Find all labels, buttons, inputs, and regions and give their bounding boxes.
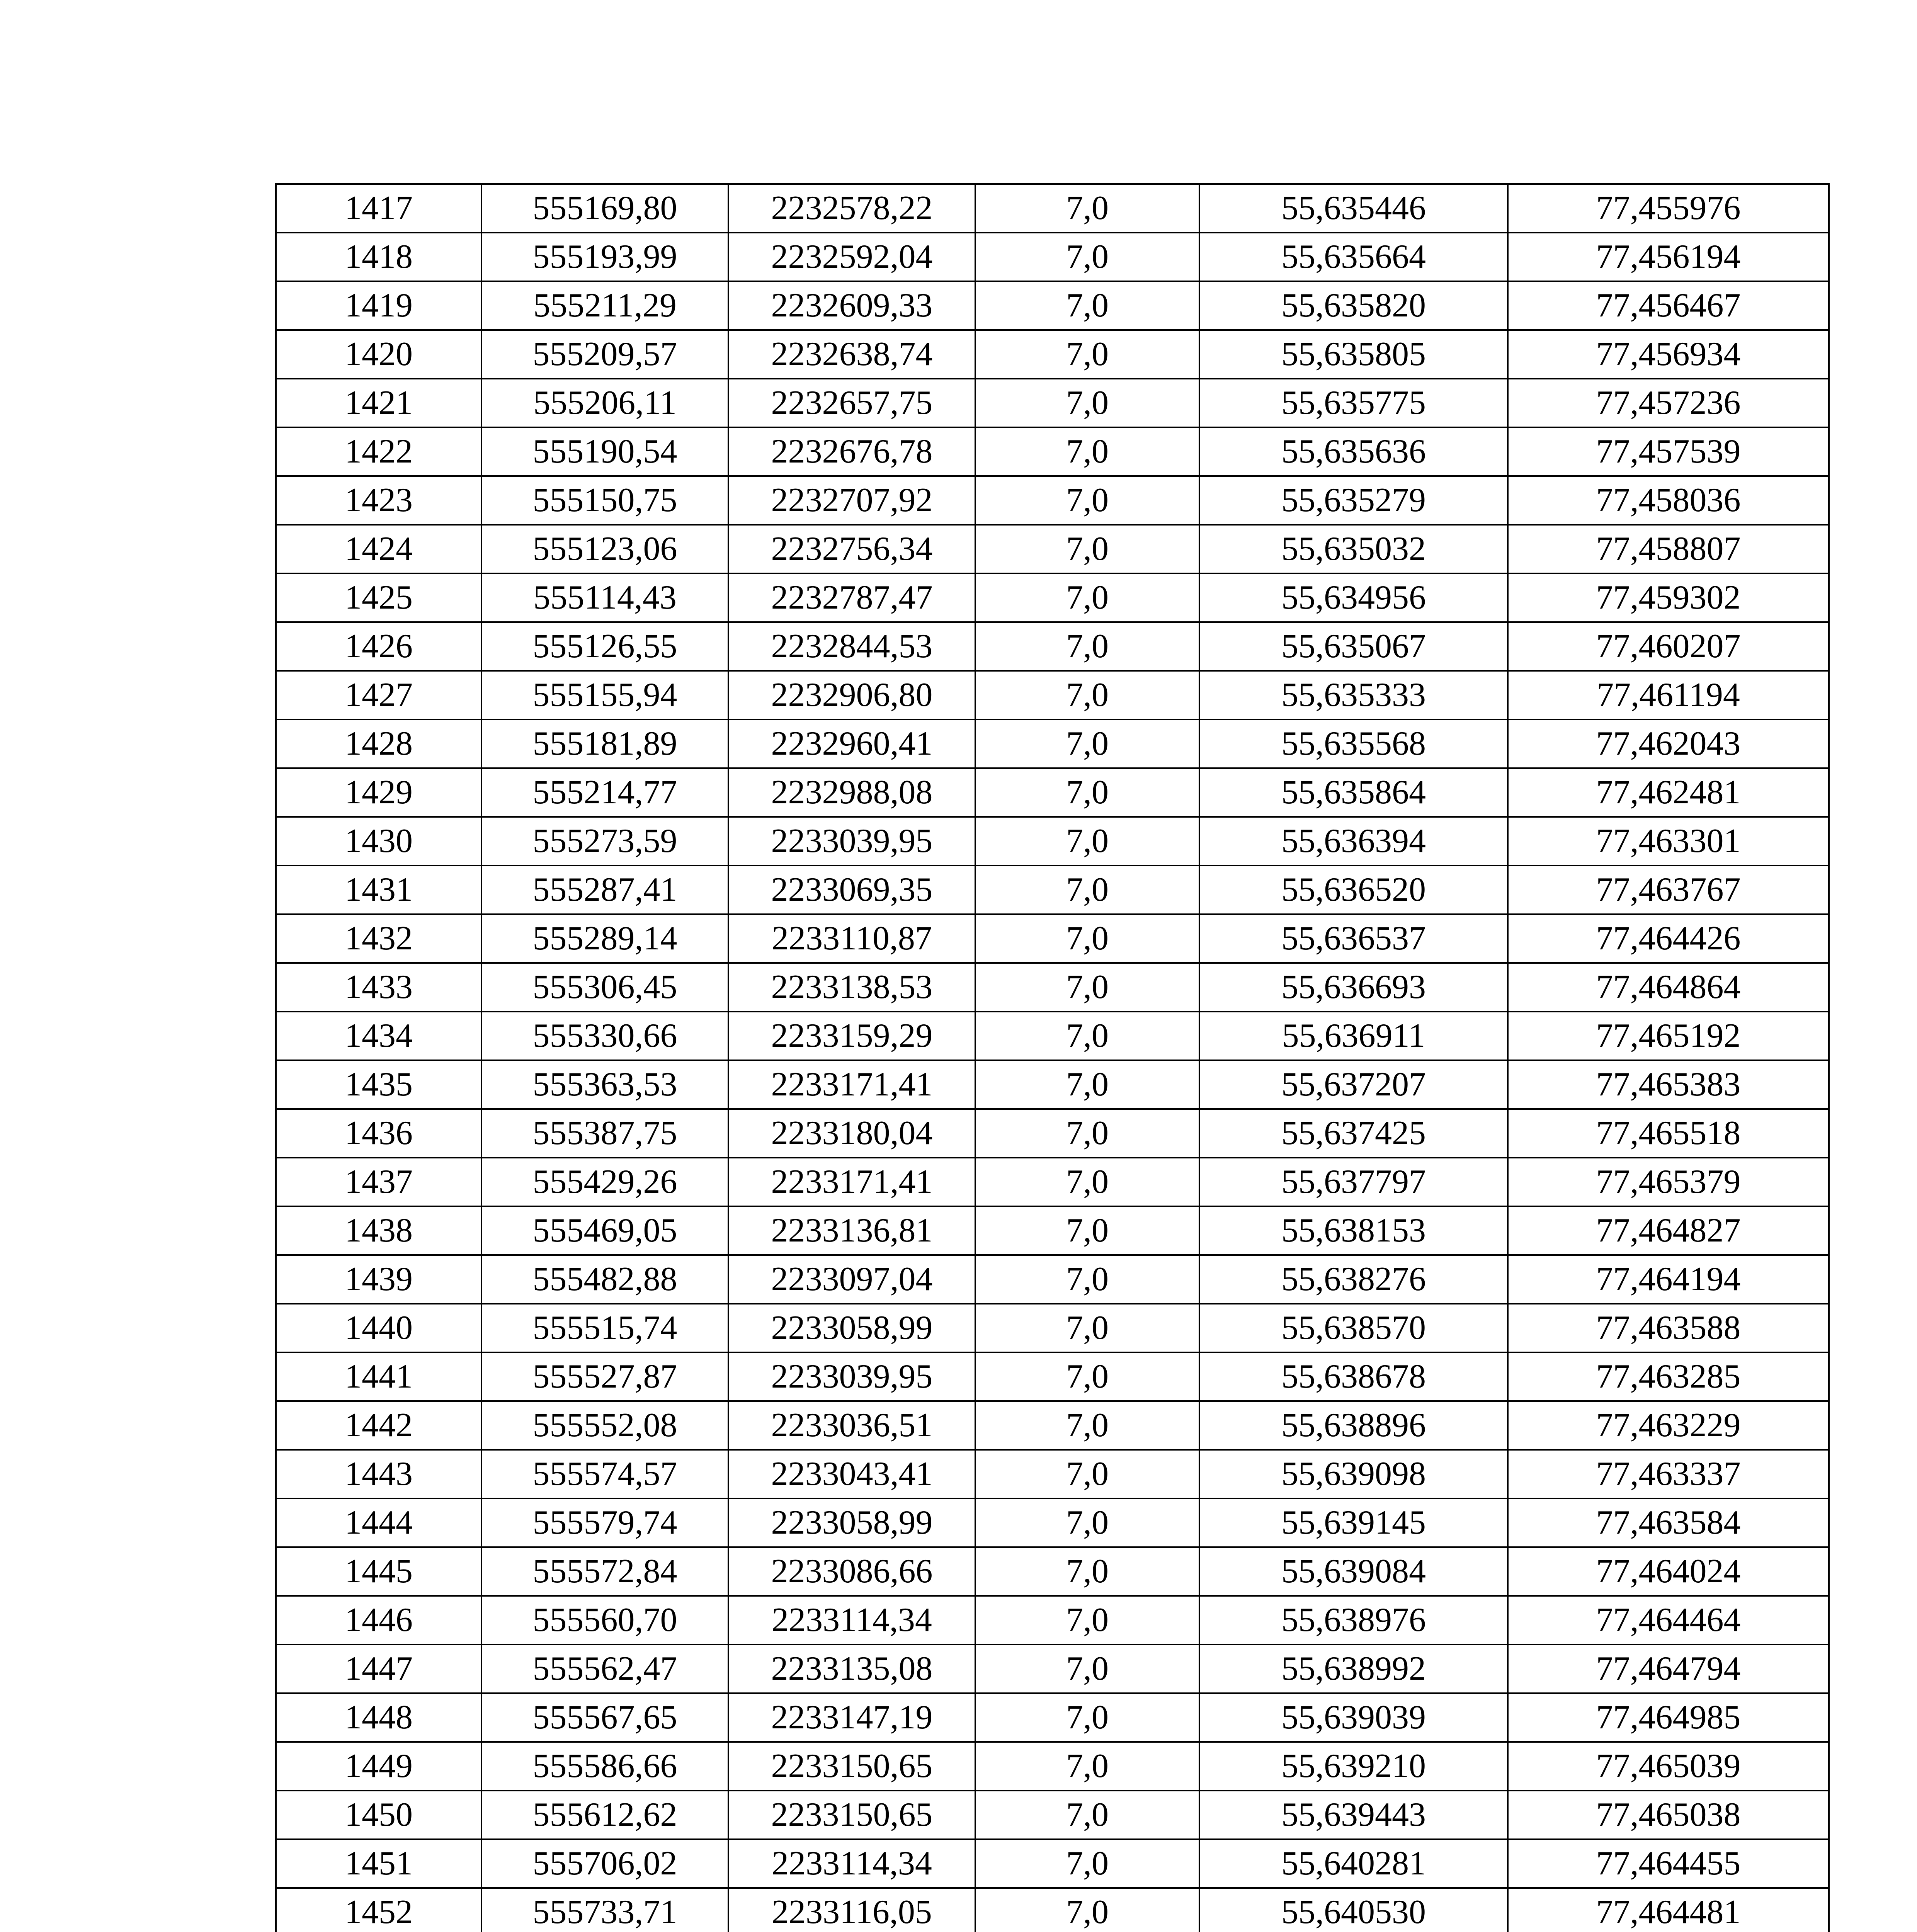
value-cell: 7,0 <box>975 1060 1199 1109</box>
value-cell: 7,0 <box>975 671 1199 719</box>
point-number-cell: 1449 <box>276 1742 481 1791</box>
x-coordinate-cell: 555155,94 <box>481 671 728 719</box>
value-cell: 7,0 <box>975 427 1199 476</box>
value-cell: 7,0 <box>975 1596 1199 1645</box>
point-number-cell: 1438 <box>276 1206 481 1255</box>
table-row <box>276 1206 1829 1255</box>
latitude-cell: 55,638678 <box>1199 1352 1508 1401</box>
x-coordinate-cell: 555429,26 <box>481 1158 728 1206</box>
point-number-cell: 1431 <box>276 866 481 914</box>
y-coordinate-cell: 2232638,74 <box>728 330 975 379</box>
table-row <box>276 1450 1829 1498</box>
point-number-cell: 1446 <box>276 1596 481 1645</box>
y-coordinate-cell: 2232657,75 <box>728 379 975 427</box>
table-row <box>276 1352 1829 1401</box>
table-row <box>276 1109 1829 1158</box>
table-row <box>276 1012 1829 1060</box>
x-coordinate-cell: 555562,47 <box>481 1645 728 1693</box>
longitude-cell: 77,464426 <box>1508 914 1829 963</box>
point-number-cell: 1447 <box>276 1645 481 1693</box>
longitude-cell: 77,456467 <box>1508 281 1829 330</box>
point-number-cell: 1420 <box>276 330 481 379</box>
point-number-cell: 1440 <box>276 1304 481 1352</box>
longitude-cell: 77,463229 <box>1508 1401 1829 1450</box>
x-coordinate-cell: 555552,08 <box>481 1401 728 1450</box>
longitude-cell: 77,463301 <box>1508 817 1829 866</box>
table-row <box>276 525 1829 573</box>
point-number-cell: 1439 <box>276 1255 481 1304</box>
y-coordinate-cell: 2232609,33 <box>728 281 975 330</box>
point-number-cell: 1427 <box>276 671 481 719</box>
x-coordinate-cell: 555193,99 <box>481 233 728 281</box>
value-cell: 7,0 <box>975 963 1199 1012</box>
x-coordinate-cell: 555387,75 <box>481 1109 728 1158</box>
value-cell: 7,0 <box>975 1158 1199 1206</box>
table-row <box>276 1547 1829 1596</box>
table-row <box>276 330 1829 379</box>
point-number-cell: 1424 <box>276 525 481 573</box>
x-coordinate-cell: 555560,70 <box>481 1596 728 1645</box>
longitude-cell: 77,464827 <box>1508 1206 1829 1255</box>
latitude-cell: 55,635333 <box>1199 671 1508 719</box>
point-number-cell: 1435 <box>276 1060 481 1109</box>
longitude-cell: 77,464481 <box>1508 1888 1829 1932</box>
latitude-cell: 55,638153 <box>1199 1206 1508 1255</box>
longitude-cell: 77,456194 <box>1508 233 1829 281</box>
y-coordinate-cell: 2233058,99 <box>728 1498 975 1547</box>
value-cell: 7,0 <box>975 1401 1199 1450</box>
point-number-cell: 1425 <box>276 573 481 622</box>
longitude-cell: 77,463337 <box>1508 1450 1829 1498</box>
x-coordinate-cell: 555586,66 <box>481 1742 728 1791</box>
coordinate-table-body <box>276 184 1829 1932</box>
x-coordinate-cell: 555150,75 <box>481 476 728 525</box>
y-coordinate-cell: 2233135,08 <box>728 1645 975 1693</box>
value-cell: 7,0 <box>975 330 1199 379</box>
latitude-cell: 55,636394 <box>1199 817 1508 866</box>
y-coordinate-cell: 2233043,41 <box>728 1450 975 1498</box>
point-number-cell: 1451 <box>276 1839 481 1888</box>
point-number-cell: 1437 <box>276 1158 481 1206</box>
latitude-cell: 55,635775 <box>1199 379 1508 427</box>
latitude-cell: 55,635636 <box>1199 427 1508 476</box>
value-cell: 7,0 <box>975 1498 1199 1547</box>
table-row <box>276 1791 1829 1839</box>
table-row <box>276 963 1829 1012</box>
y-coordinate-cell: 2233086,66 <box>728 1547 975 1596</box>
x-coordinate-cell: 555114,43 <box>481 573 728 622</box>
x-coordinate-cell: 555527,87 <box>481 1352 728 1401</box>
point-number-cell: 1443 <box>276 1450 481 1498</box>
value-cell: 7,0 <box>975 1255 1199 1304</box>
table-row <box>276 817 1829 866</box>
latitude-cell: 55,635864 <box>1199 768 1508 817</box>
coordinate-table <box>275 183 1830 1932</box>
latitude-cell: 55,639039 <box>1199 1693 1508 1742</box>
value-cell: 7,0 <box>975 1109 1199 1158</box>
latitude-cell: 55,635446 <box>1199 184 1508 233</box>
longitude-cell: 77,462043 <box>1508 719 1829 768</box>
value-cell: 7,0 <box>975 525 1199 573</box>
longitude-cell: 77,465038 <box>1508 1791 1829 1839</box>
latitude-cell: 55,635568 <box>1199 719 1508 768</box>
y-coordinate-cell: 2233150,65 <box>728 1791 975 1839</box>
y-coordinate-cell: 2233114,34 <box>728 1839 975 1888</box>
longitude-cell: 77,465192 <box>1508 1012 1829 1060</box>
point-number-cell: 1423 <box>276 476 481 525</box>
longitude-cell: 77,461194 <box>1508 671 1829 719</box>
y-coordinate-cell: 2233069,35 <box>728 866 975 914</box>
latitude-cell: 55,637207 <box>1199 1060 1508 1109</box>
value-cell: 7,0 <box>975 1547 1199 1596</box>
value-cell: 7,0 <box>975 1012 1199 1060</box>
y-coordinate-cell: 2233136,81 <box>728 1206 975 1255</box>
latitude-cell: 55,640281 <box>1199 1839 1508 1888</box>
table-row <box>276 1401 1829 1450</box>
x-coordinate-cell: 555126,55 <box>481 622 728 671</box>
latitude-cell: 55,637797 <box>1199 1158 1508 1206</box>
value-cell: 7,0 <box>975 1352 1199 1401</box>
point-number-cell: 1441 <box>276 1352 481 1401</box>
table-row <box>276 476 1829 525</box>
point-number-cell: 1426 <box>276 622 481 671</box>
table-row <box>276 914 1829 963</box>
longitude-cell: 77,464794 <box>1508 1645 1829 1693</box>
value-cell: 7,0 <box>975 622 1199 671</box>
x-coordinate-cell: 555169,80 <box>481 184 728 233</box>
x-coordinate-cell: 555363,53 <box>481 1060 728 1109</box>
value-cell: 7,0 <box>975 233 1199 281</box>
latitude-cell: 55,635032 <box>1199 525 1508 573</box>
point-number-cell: 1433 <box>276 963 481 1012</box>
point-number-cell: 1421 <box>276 379 481 427</box>
value-cell: 7,0 <box>975 1450 1199 1498</box>
longitude-cell: 77,465383 <box>1508 1060 1829 1109</box>
table-row <box>276 1742 1829 1791</box>
value-cell: 7,0 <box>975 1304 1199 1352</box>
x-coordinate-cell: 555612,62 <box>481 1791 728 1839</box>
point-number-cell: 1434 <box>276 1012 481 1060</box>
longitude-cell: 77,464464 <box>1508 1596 1829 1645</box>
point-number-cell: 1452 <box>276 1888 481 1932</box>
latitude-cell: 55,636911 <box>1199 1012 1508 1060</box>
latitude-cell: 55,638276 <box>1199 1255 1508 1304</box>
x-coordinate-cell: 555469,05 <box>481 1206 728 1255</box>
x-coordinate-cell: 555482,88 <box>481 1255 728 1304</box>
value-cell: 7,0 <box>975 1888 1199 1932</box>
point-number-cell: 1432 <box>276 914 481 963</box>
y-coordinate-cell: 2233180,04 <box>728 1109 975 1158</box>
table-row <box>276 866 1829 914</box>
value-cell: 7,0 <box>975 719 1199 768</box>
y-coordinate-cell: 2233150,65 <box>728 1742 975 1791</box>
longitude-cell: 77,465379 <box>1508 1158 1829 1206</box>
point-number-cell: 1430 <box>276 817 481 866</box>
longitude-cell: 77,465039 <box>1508 1742 1829 1791</box>
x-coordinate-cell: 555289,14 <box>481 914 728 963</box>
y-coordinate-cell: 2233159,29 <box>728 1012 975 1060</box>
latitude-cell: 55,639084 <box>1199 1547 1508 1596</box>
y-coordinate-cell: 2233171,41 <box>728 1158 975 1206</box>
latitude-cell: 55,635279 <box>1199 476 1508 525</box>
longitude-cell: 77,464024 <box>1508 1547 1829 1596</box>
x-coordinate-cell: 555579,74 <box>481 1498 728 1547</box>
table-row <box>276 1158 1829 1206</box>
longitude-cell: 77,456934 <box>1508 330 1829 379</box>
value-cell: 7,0 <box>975 1839 1199 1888</box>
latitude-cell: 55,638992 <box>1199 1645 1508 1693</box>
point-number-cell: 1450 <box>276 1791 481 1839</box>
x-coordinate-cell: 555306,45 <box>481 963 728 1012</box>
y-coordinate-cell: 2233171,41 <box>728 1060 975 1109</box>
latitude-cell: 55,638570 <box>1199 1304 1508 1352</box>
latitude-cell: 55,639210 <box>1199 1742 1508 1791</box>
point-number-cell: 1448 <box>276 1693 481 1742</box>
latitude-cell: 55,638896 <box>1199 1401 1508 1450</box>
longitude-cell: 77,457539 <box>1508 427 1829 476</box>
latitude-cell: 55,634956 <box>1199 573 1508 622</box>
y-coordinate-cell: 2232707,92 <box>728 476 975 525</box>
point-number-cell: 1444 <box>276 1498 481 1547</box>
longitude-cell: 77,458807 <box>1508 525 1829 573</box>
table-row <box>276 1839 1829 1888</box>
y-coordinate-cell: 2232676,78 <box>728 427 975 476</box>
latitude-cell: 55,636520 <box>1199 866 1508 914</box>
table-row <box>276 768 1829 817</box>
table-row <box>276 1060 1829 1109</box>
table-row <box>276 573 1829 622</box>
latitude-cell: 55,635820 <box>1199 281 1508 330</box>
latitude-cell: 55,639145 <box>1199 1498 1508 1547</box>
y-coordinate-cell: 2233036,51 <box>728 1401 975 1450</box>
point-number-cell: 1436 <box>276 1109 481 1158</box>
longitude-cell: 77,463588 <box>1508 1304 1829 1352</box>
point-number-cell: 1417 <box>276 184 481 233</box>
x-coordinate-cell: 555733,71 <box>481 1888 728 1932</box>
y-coordinate-cell: 2233039,95 <box>728 817 975 866</box>
latitude-cell: 55,639443 <box>1199 1791 1508 1839</box>
longitude-cell: 77,465518 <box>1508 1109 1829 1158</box>
value-cell: 7,0 <box>975 866 1199 914</box>
longitude-cell: 77,463767 <box>1508 866 1829 914</box>
value-cell: 7,0 <box>975 379 1199 427</box>
latitude-cell: 55,635067 <box>1199 622 1508 671</box>
table-row <box>276 281 1829 330</box>
value-cell: 7,0 <box>975 817 1199 866</box>
table-row <box>276 1693 1829 1742</box>
y-coordinate-cell: 2233110,87 <box>728 914 975 963</box>
y-coordinate-cell: 2233039,95 <box>728 1352 975 1401</box>
table-row <box>276 671 1829 719</box>
value-cell: 7,0 <box>975 1645 1199 1693</box>
table-row <box>276 1498 1829 1547</box>
x-coordinate-cell: 555706,02 <box>481 1839 728 1888</box>
value-cell: 7,0 <box>975 1742 1199 1791</box>
y-coordinate-cell: 2233114,34 <box>728 1596 975 1645</box>
y-coordinate-cell: 2233116,05 <box>728 1888 975 1932</box>
x-coordinate-cell: 555330,66 <box>481 1012 728 1060</box>
table-row <box>276 1596 1829 1645</box>
y-coordinate-cell: 2232988,08 <box>728 768 975 817</box>
longitude-cell: 77,464455 <box>1508 1839 1829 1888</box>
x-coordinate-cell: 555287,41 <box>481 866 728 914</box>
x-coordinate-cell: 555211,29 <box>481 281 728 330</box>
table-row <box>276 379 1829 427</box>
x-coordinate-cell: 555206,11 <box>481 379 728 427</box>
longitude-cell: 77,458036 <box>1508 476 1829 525</box>
y-coordinate-cell: 2232787,47 <box>728 573 975 622</box>
latitude-cell: 55,639098 <box>1199 1450 1508 1498</box>
value-cell: 7,0 <box>975 1206 1199 1255</box>
y-coordinate-cell: 2233058,99 <box>728 1304 975 1352</box>
value-cell: 7,0 <box>975 573 1199 622</box>
value-cell: 7,0 <box>975 1693 1199 1742</box>
latitude-cell: 55,638976 <box>1199 1596 1508 1645</box>
y-coordinate-cell: 2232906,80 <box>728 671 975 719</box>
longitude-cell: 77,464985 <box>1508 1693 1829 1742</box>
point-number-cell: 1428 <box>276 719 481 768</box>
table-row <box>276 184 1829 233</box>
point-number-cell: 1442 <box>276 1401 481 1450</box>
x-coordinate-cell: 555123,06 <box>481 525 728 573</box>
x-coordinate-cell: 555515,74 <box>481 1304 728 1352</box>
y-coordinate-cell: 2233138,53 <box>728 963 975 1012</box>
table-row <box>276 719 1829 768</box>
x-coordinate-cell: 555572,84 <box>481 1547 728 1596</box>
table-row <box>276 233 1829 281</box>
value-cell: 7,0 <box>975 768 1199 817</box>
y-coordinate-cell: 2233097,04 <box>728 1255 975 1304</box>
table-row <box>276 1645 1829 1693</box>
table-row <box>276 622 1829 671</box>
x-coordinate-cell: 555574,57 <box>481 1450 728 1498</box>
x-coordinate-cell: 555214,77 <box>481 768 728 817</box>
longitude-cell: 77,463584 <box>1508 1498 1829 1547</box>
latitude-cell: 55,635805 <box>1199 330 1508 379</box>
x-coordinate-cell: 555181,89 <box>481 719 728 768</box>
latitude-cell: 55,636537 <box>1199 914 1508 963</box>
longitude-cell: 77,464864 <box>1508 963 1829 1012</box>
value-cell: 7,0 <box>975 1791 1199 1839</box>
y-coordinate-cell: 2232756,34 <box>728 525 975 573</box>
table-row <box>276 1888 1829 1932</box>
point-number-cell: 1445 <box>276 1547 481 1596</box>
point-number-cell: 1422 <box>276 427 481 476</box>
latitude-cell: 55,640530 <box>1199 1888 1508 1932</box>
longitude-cell: 77,457236 <box>1508 379 1829 427</box>
y-coordinate-cell: 2232844,53 <box>728 622 975 671</box>
value-cell: 7,0 <box>975 281 1199 330</box>
y-coordinate-cell: 2233147,19 <box>728 1693 975 1742</box>
value-cell: 7,0 <box>975 184 1199 233</box>
point-number-cell: 1429 <box>276 768 481 817</box>
point-number-cell: 1419 <box>276 281 481 330</box>
table-row <box>276 1304 1829 1352</box>
latitude-cell: 55,635664 <box>1199 233 1508 281</box>
latitude-cell: 55,636693 <box>1199 963 1508 1012</box>
x-coordinate-cell: 555273,59 <box>481 817 728 866</box>
latitude-cell: 55,637425 <box>1199 1109 1508 1158</box>
x-coordinate-cell: 555209,57 <box>481 330 728 379</box>
longitude-cell: 77,463285 <box>1508 1352 1829 1401</box>
value-cell: 7,0 <box>975 476 1199 525</box>
table-row <box>276 1255 1829 1304</box>
y-coordinate-cell: 2232578,22 <box>728 184 975 233</box>
longitude-cell: 77,464194 <box>1508 1255 1829 1304</box>
x-coordinate-cell: 555190,54 <box>481 427 728 476</box>
longitude-cell: 77,455976 <box>1508 184 1829 233</box>
x-coordinate-cell: 555567,65 <box>481 1693 728 1742</box>
value-cell: 7,0 <box>975 914 1199 963</box>
table-row <box>276 427 1829 476</box>
point-number-cell: 1418 <box>276 233 481 281</box>
y-coordinate-cell: 2232960,41 <box>728 719 975 768</box>
longitude-cell: 77,459302 <box>1508 573 1829 622</box>
y-coordinate-cell: 2232592,04 <box>728 233 975 281</box>
longitude-cell: 77,460207 <box>1508 622 1829 671</box>
longitude-cell: 77,462481 <box>1508 768 1829 817</box>
